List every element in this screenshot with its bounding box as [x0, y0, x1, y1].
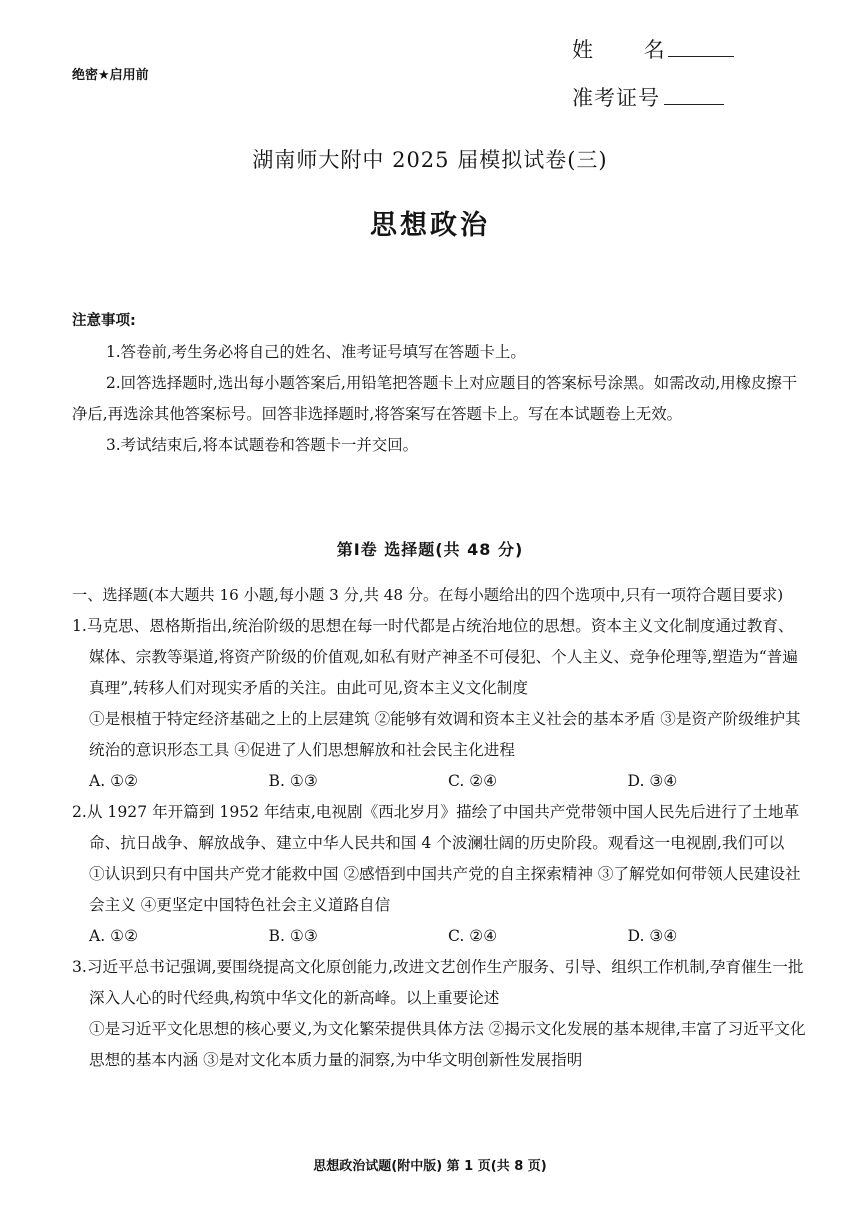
question-stem: 1.马克思、恩格斯指出,统治阶级的思想在每一时代都是占统治地位的思想。资本主义文化制度通过教育、媒体、宗教等渠道,将资产阶级的价值观,如私有财产神圣不可侵犯、个人主义、竞争伦理等,塑造为“普遍真理”,转移人们对现实矛盾的关注。由此可见,资本主义文化制度 — [72, 617, 798, 697]
option-c[interactable]: C. ②④ — [448, 772, 498, 790]
page-footer: 思想政治试题(附中版) 第 1 页(共 8 页) — [313, 1159, 547, 1174]
question-statements: ①是根植于特定经济基础之上的上层建筑 ②能够有效调和资本主义社会的基本矛盾 ③是资产阶级维护其统治的意识形态工具 ④促进了人们思想解放和社会民主化进程 — [89, 710, 801, 759]
option-c[interactable]: C. ②④ — [448, 927, 498, 945]
option-d[interactable]: D. ③④ — [627, 927, 678, 945]
option-b[interactable]: B. ①③ — [268, 927, 318, 945]
option-row — [72, 766, 807, 797]
part-heading: 一、选择题(本大题共 16 小题,每小题 3 分,共 48 分。在每小题给出的四个选项中,只有一项符合题目要求) — [72, 586, 784, 604]
section-title: 第Ⅰ卷 选择题(共 48 分) — [336, 540, 524, 559]
option-a[interactable]: A. ①② — [89, 772, 139, 790]
question-3 — [72, 952, 807, 1076]
option-d[interactable]: D. ③④ — [627, 772, 678, 790]
notice-title: 注意事项: — [72, 313, 136, 329]
exam-title: 湖南师大附中 2025 届模拟试卷(三) — [252, 148, 608, 172]
question-stem: 3.习近平总书记强调,要围绕提高文化原创能力,改进文艺创作生产服务、引导、组织工作机制,孕育催生一批深入人心的时代经典,构筑中华文化的新高峰。以上重要论述 — [72, 958, 804, 1007]
option-a[interactable]: A. ①② — [89, 927, 139, 945]
questions-block — [72, 580, 807, 1076]
subject-title: 思想政治 — [370, 210, 490, 241]
question-statements: ①认识到只有中国共产党才能救中国 ②感悟到中国共产党的自主探索精神 ③了解党如何带领人民建设社会主义 ④更坚定中国特色社会主义道路自信 — [89, 865, 801, 914]
exam-number-blank[interactable] — [664, 86, 724, 105]
exam-number-label: 准考证号 — [572, 86, 660, 110]
question-stem: 2.从 1927 年开篇到 1952 年结束,电视剧《西北岁月》描绘了中国共产党带领中国人民先后进行了土地革命、抗日战争、解放战争、建立中华人民共和国 4 个波澜壮阔的历史阶段。观看这一电视剧,我们可以 — [72, 803, 800, 852]
name-label: 姓 名 — [572, 38, 687, 62]
name-blank[interactable] — [668, 38, 734, 57]
notice-block — [72, 306, 807, 461]
notice-item: 3.考试结束后,将本试题卷和答题卡一并交回。 — [106, 436, 418, 454]
exam-number-field — [572, 82, 724, 112]
question-2 — [72, 797, 807, 952]
question-statements: ①是习近平文化思想的核心要义,为文化繁荣提供具体方法 ②揭示文化发展的基本规律,丰富了习近平文化思想的基本内涵 ③是对文化本质力量的洞察,为中华文明创新性发展指明 — [89, 1020, 806, 1069]
question-1 — [72, 611, 807, 797]
option-row — [72, 921, 807, 952]
name-field — [572, 34, 734, 64]
notice-item: 2.回答选择题时,选出每小题答案后,用铅笔把答题卡上对应题目的答案标号涂黑。如需改动,用橡皮擦干净后,再选涂其他答案标号。回答非选择题时,将答案写在答题卡上。写在本试题卷上无效。 — [72, 374, 798, 423]
confidential-mark: 绝密★启用前 — [72, 68, 149, 83]
option-b[interactable]: B. ①③ — [268, 772, 318, 790]
notice-item: 1.答卷前,考生务必将自己的姓名、准考证号填写在答题卡上。 — [106, 343, 526, 361]
